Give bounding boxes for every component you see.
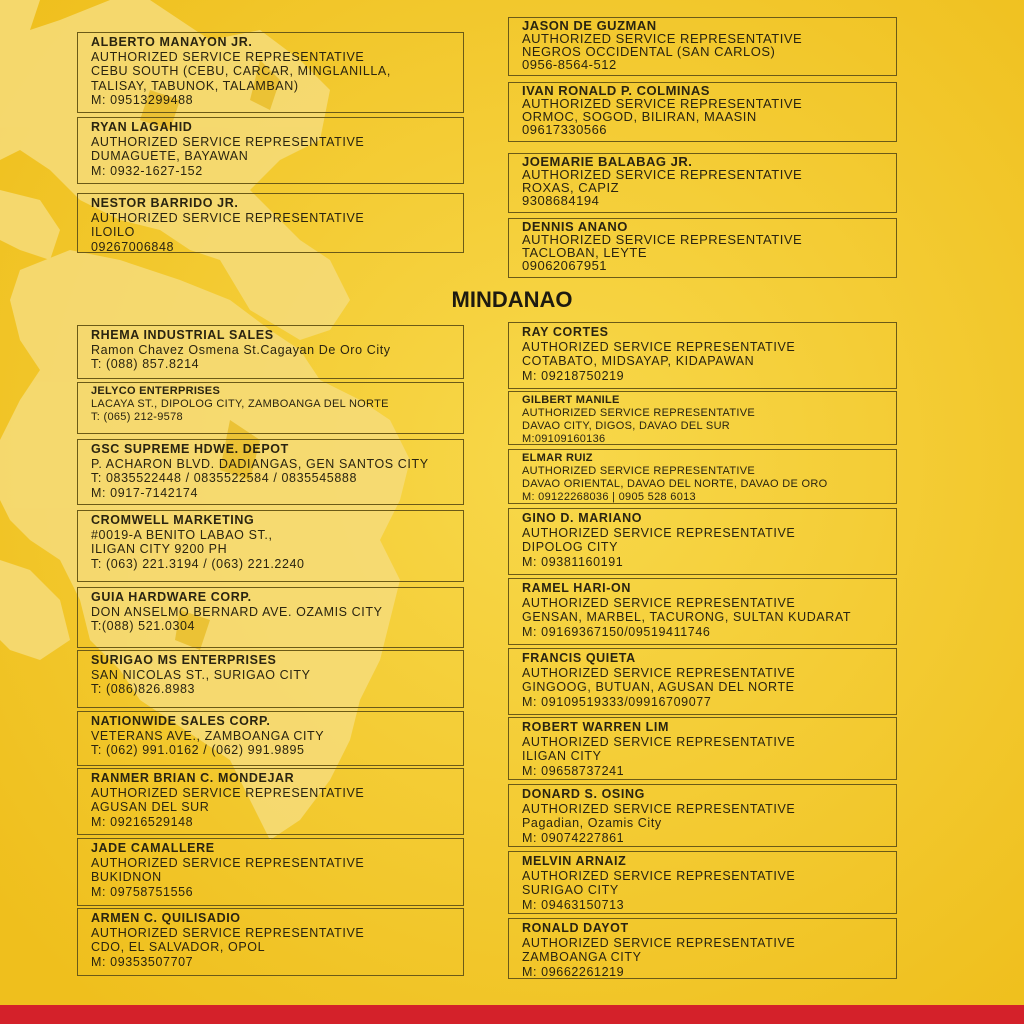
card-name: JADE CAMALLERE <box>91 841 215 855</box>
card-detail-line: CDO, EL SALVADOR, OPOL <box>91 940 266 955</box>
card-detail-line: M: 09218750219 <box>522 368 625 383</box>
card-name: GUIA HARDWARE CORP. <box>91 590 252 604</box>
directory-card <box>77 768 464 835</box>
card-detail-line: NEGROS OCCIDENTAL (SAN CARLOS) <box>522 44 776 59</box>
card-detail-line: TALISAY, TABUNOK, TALAMBAN) <box>91 78 299 93</box>
directory-card <box>508 17 897 76</box>
directory-card <box>77 117 464 184</box>
card-name: SURIGAO MS ENTERPRISES <box>91 653 277 667</box>
card-detail-line: AGUSAN DEL SUR <box>91 800 210 815</box>
card-name: RHEMA INDUSTRIAL SALES <box>91 328 274 342</box>
card-detail-line: AUTHORIZED SERVICE REPRESENTATIVE <box>91 785 365 800</box>
card-name: DENNIS ANANO <box>522 219 628 234</box>
card-detail-line: AUTHORIZED SERVICE REPRESENTATIVE <box>522 339 796 354</box>
directory-card <box>77 650 464 708</box>
card-detail-line: AUTHORIZED SERVICE REPRESENTATIVE <box>522 31 803 46</box>
card-name: GSC SUPREME HDWE. DEPOT <box>91 442 289 456</box>
card-detail-line: T:(088) 521.0304 <box>91 619 196 634</box>
card-name: RAMEL HARI-ON <box>522 581 631 595</box>
card-detail-line: M: 09513299488 <box>91 93 194 108</box>
card-name: RAY CORTES <box>522 325 609 339</box>
card-name: JASON DE GUZMAN <box>522 18 657 33</box>
card-detail-line: T: (062) 991.0162 / (062) 991.9895 <box>91 743 305 758</box>
directory-card <box>77 838 464 906</box>
card-name: ARMEN C. QUILISADIO <box>91 911 241 925</box>
card-detail-line: P. ACHARON BLVD. DADIANGAS, GEN SANTOS CITY <box>91 456 429 471</box>
card-name: FRANCIS QUIETA <box>522 651 636 665</box>
directory-card <box>508 784 897 847</box>
card-detail-line: AUTHORIZED SERVICE REPRESENTATIVE <box>522 96 803 111</box>
directory-card <box>508 218 897 278</box>
card-name: RONALD DAYOT <box>522 921 629 935</box>
card-detail-line: M: 0932-1627-152 <box>91 163 203 178</box>
card-name: ELMAR RUIZ <box>522 452 593 464</box>
directory-card <box>508 717 897 780</box>
card-name: RANMER BRIAN C. MONDEJAR <box>91 771 295 785</box>
card-detail-line: AUTHORIZED SERVICE REPRESENTATIVE <box>522 595 796 610</box>
directory-card <box>508 648 897 715</box>
card-detail-line: TACLOBAN, LEYTE <box>522 245 648 260</box>
card-detail-line: T: (065) 212-9578 <box>91 411 183 423</box>
card-detail-line: AUTHORIZED SERVICE REPRESENTATIVE <box>522 407 755 419</box>
card-name: DONARD S. OSING <box>522 787 645 801</box>
card-detail-line: M: 09758751556 <box>91 884 194 899</box>
card-detail-line: M: 0917-7142174 <box>91 485 198 500</box>
card-name: NESTOR BARRIDO JR. <box>91 196 239 210</box>
directory-card <box>508 153 897 213</box>
card-detail-line: 09062067951 <box>522 258 608 273</box>
card-detail-line: BUKIDNON <box>91 870 162 885</box>
card-detail-line: #0019-A BENITO LABAO ST., <box>91 527 273 542</box>
directory-card <box>77 325 464 379</box>
directory-card <box>77 587 464 648</box>
card-detail-line: AUTHORIZED SERVICE REPRESENTATIVE <box>522 665 796 680</box>
directory-card <box>508 449 897 504</box>
card-detail-line: ZAMBOANGA CITY <box>522 950 642 965</box>
card-detail-line: DAVAO CITY, DIGOS, DAVAO DEL SUR <box>522 420 731 432</box>
card-detail-line: 09617330566 <box>522 122 608 137</box>
card-detail-line: T: (086)826.8983 <box>91 682 196 697</box>
directory-card <box>77 711 464 766</box>
card-name: JELYCO ENTERPRISES <box>91 385 221 397</box>
card-detail-line: ORMOC, SOGOD, BILIRAN, MAASIN <box>522 109 757 124</box>
card-detail-line: DIPOLOG CITY <box>522 540 619 555</box>
directory-card <box>508 918 897 979</box>
card-detail-line: AUTHORIZED SERVICE REPRESENTATIVE <box>91 925 365 940</box>
card-detail-line: AUTHORIZED SERVICE REPRESENTATIVE <box>522 525 796 540</box>
card-detail-line: M: 09353507707 <box>91 954 194 969</box>
card-detail-line: SAN NICOLAS ST., SURIGAO CITY <box>91 667 311 682</box>
card-detail-line: M: 09662261219 <box>522 964 625 979</box>
card-name: GINO D. MARIANO <box>522 511 643 525</box>
card-detail-line: M: 09074227861 <box>522 830 625 845</box>
card-detail-line: AUTHORIZED SERVICE REPRESENTATIVE <box>522 734 796 749</box>
card-name: ROBERT WARREN LIM <box>522 720 669 734</box>
directory-card <box>77 382 464 434</box>
directory-card <box>508 508 897 575</box>
directory-card <box>508 322 897 389</box>
card-detail-line: AUTHORIZED SERVICE REPRESENTATIVE <box>522 167 803 182</box>
card-detail-line: M:09109160136 <box>522 433 606 445</box>
card-detail-line: AUTHORIZED SERVICE REPRESENTATIVE <box>522 868 796 883</box>
directory-card <box>508 578 897 645</box>
card-detail-line: ILIGAN CITY <box>522 749 602 764</box>
card-detail-line: LACAYA ST., DIPOLOG CITY, ZAMBOANGA DEL NORTE <box>91 398 389 410</box>
card-detail-line: VETERANS AVE., ZAMBOANGA CITY <box>91 728 325 743</box>
directory-card <box>508 391 897 445</box>
card-detail-line: M: 09122268036 | 0905 528 6013 <box>522 491 696 503</box>
card-detail-line: GENSAN, MARBEL, TACURONG, SULTAN KUDARAT <box>522 610 852 625</box>
card-detail-line: M: 09109519333/09916709077 <box>522 694 712 709</box>
directory-card <box>508 851 897 914</box>
card-detail-line: M: 09381160191 <box>522 554 624 569</box>
directory-card <box>77 510 464 582</box>
card-name: RYAN LAGAHID <box>91 120 193 134</box>
card-detail-line: DAVAO ORIENTAL, DAVAO DEL NORTE, DAVAO DE ORO <box>522 478 828 490</box>
card-name: MELVIN ARNAIZ <box>522 854 627 868</box>
card-detail-line: AUTHORIZED SERVICE REPRESENTATIVE <box>91 49 365 64</box>
card-detail-line: M: 09169367150/09519411746 <box>522 624 711 639</box>
card-name: CROMWELL MARKETING <box>91 513 255 527</box>
directory-card <box>77 908 464 976</box>
card-detail-line: ROXAS, CAPIZ <box>522 180 620 195</box>
card-detail-line: Pagadian, Ozamis City <box>522 816 662 831</box>
card-detail-line: T: (088) 857.8214 <box>91 357 200 372</box>
section-heading-mindanao: MINDANAO <box>451 287 573 312</box>
card-detail-line: 09267006848 <box>91 239 175 253</box>
card-name: JOEMARIE BALABAG JR. <box>522 154 693 169</box>
card-detail-line: T: (063) 221.3194 / (063) 221.2240 <box>91 556 305 571</box>
card-detail-line: 9308684194 <box>522 193 600 208</box>
card-detail-line: M: 09658737241 <box>522 763 625 778</box>
card-detail-line: M: 09216529148 <box>91 814 194 829</box>
directory-card <box>77 439 464 505</box>
card-detail-line: AUTHORIZED SERVICE REPRESENTATIVE <box>522 935 796 950</box>
card-detail-line: AUTHORIZED SERVICE REPRESENTATIVE <box>522 465 755 477</box>
card-name: ALBERTO MANAYON JR. <box>91 35 253 49</box>
footer-band <box>0 1005 1024 1024</box>
card-detail-line: AUTHORIZED SERVICE REPRESENTATIVE <box>522 232 803 247</box>
card-detail-line: COTABATO, MIDSAYAP, KIDAPAWAN <box>522 354 755 369</box>
card-detail-line: AUTHORIZED SERVICE REPRESENTATIVE <box>91 210 365 225</box>
card-detail-line: ILIGAN CITY 9200 PH <box>91 542 228 557</box>
directory-card <box>77 32 464 113</box>
card-detail-line: 0956-8564-512 <box>522 57 617 72</box>
card-detail-line: GINGOOG, BUTUAN, AGUSAN DEL NORTE <box>522 680 795 695</box>
card-detail-line: Ramon Chavez Osmena St.Cagayan De Oro City <box>91 342 391 357</box>
card-detail-line: SURIGAO CITY <box>522 883 619 898</box>
card-name: GILBERT MANILE <box>522 394 620 406</box>
card-detail-line: AUTHORIZED SERVICE REPRESENTATIVE <box>522 801 796 816</box>
card-detail-line: AUTHORIZED SERVICE REPRESENTATIVE <box>91 855 365 870</box>
directory-card <box>508 82 897 142</box>
card-detail-line: DUMAGUETE, BAYAWAN <box>91 149 249 164</box>
card-name: IVAN RONALD P. COLMINAS <box>522 83 710 98</box>
card-detail-line: ILOILO <box>91 225 135 240</box>
card-detail-line: AUTHORIZED SERVICE REPRESENTATIVE <box>91 134 365 149</box>
card-detail-line: M: 09463150713 <box>522 897 625 912</box>
directory-card <box>77 193 464 253</box>
card-detail-line: T: 0835522448 / 0835522584 / 0835545888 <box>91 471 357 486</box>
card-detail-line: DON ANSELMO BERNARD AVE. OZAMIS CITY <box>91 604 383 619</box>
card-detail-line: CEBU SOUTH (CEBU, CARCAR, MINGLANILLA, <box>91 64 391 79</box>
card-name: NATIONWIDE SALES CORP. <box>91 714 271 728</box>
